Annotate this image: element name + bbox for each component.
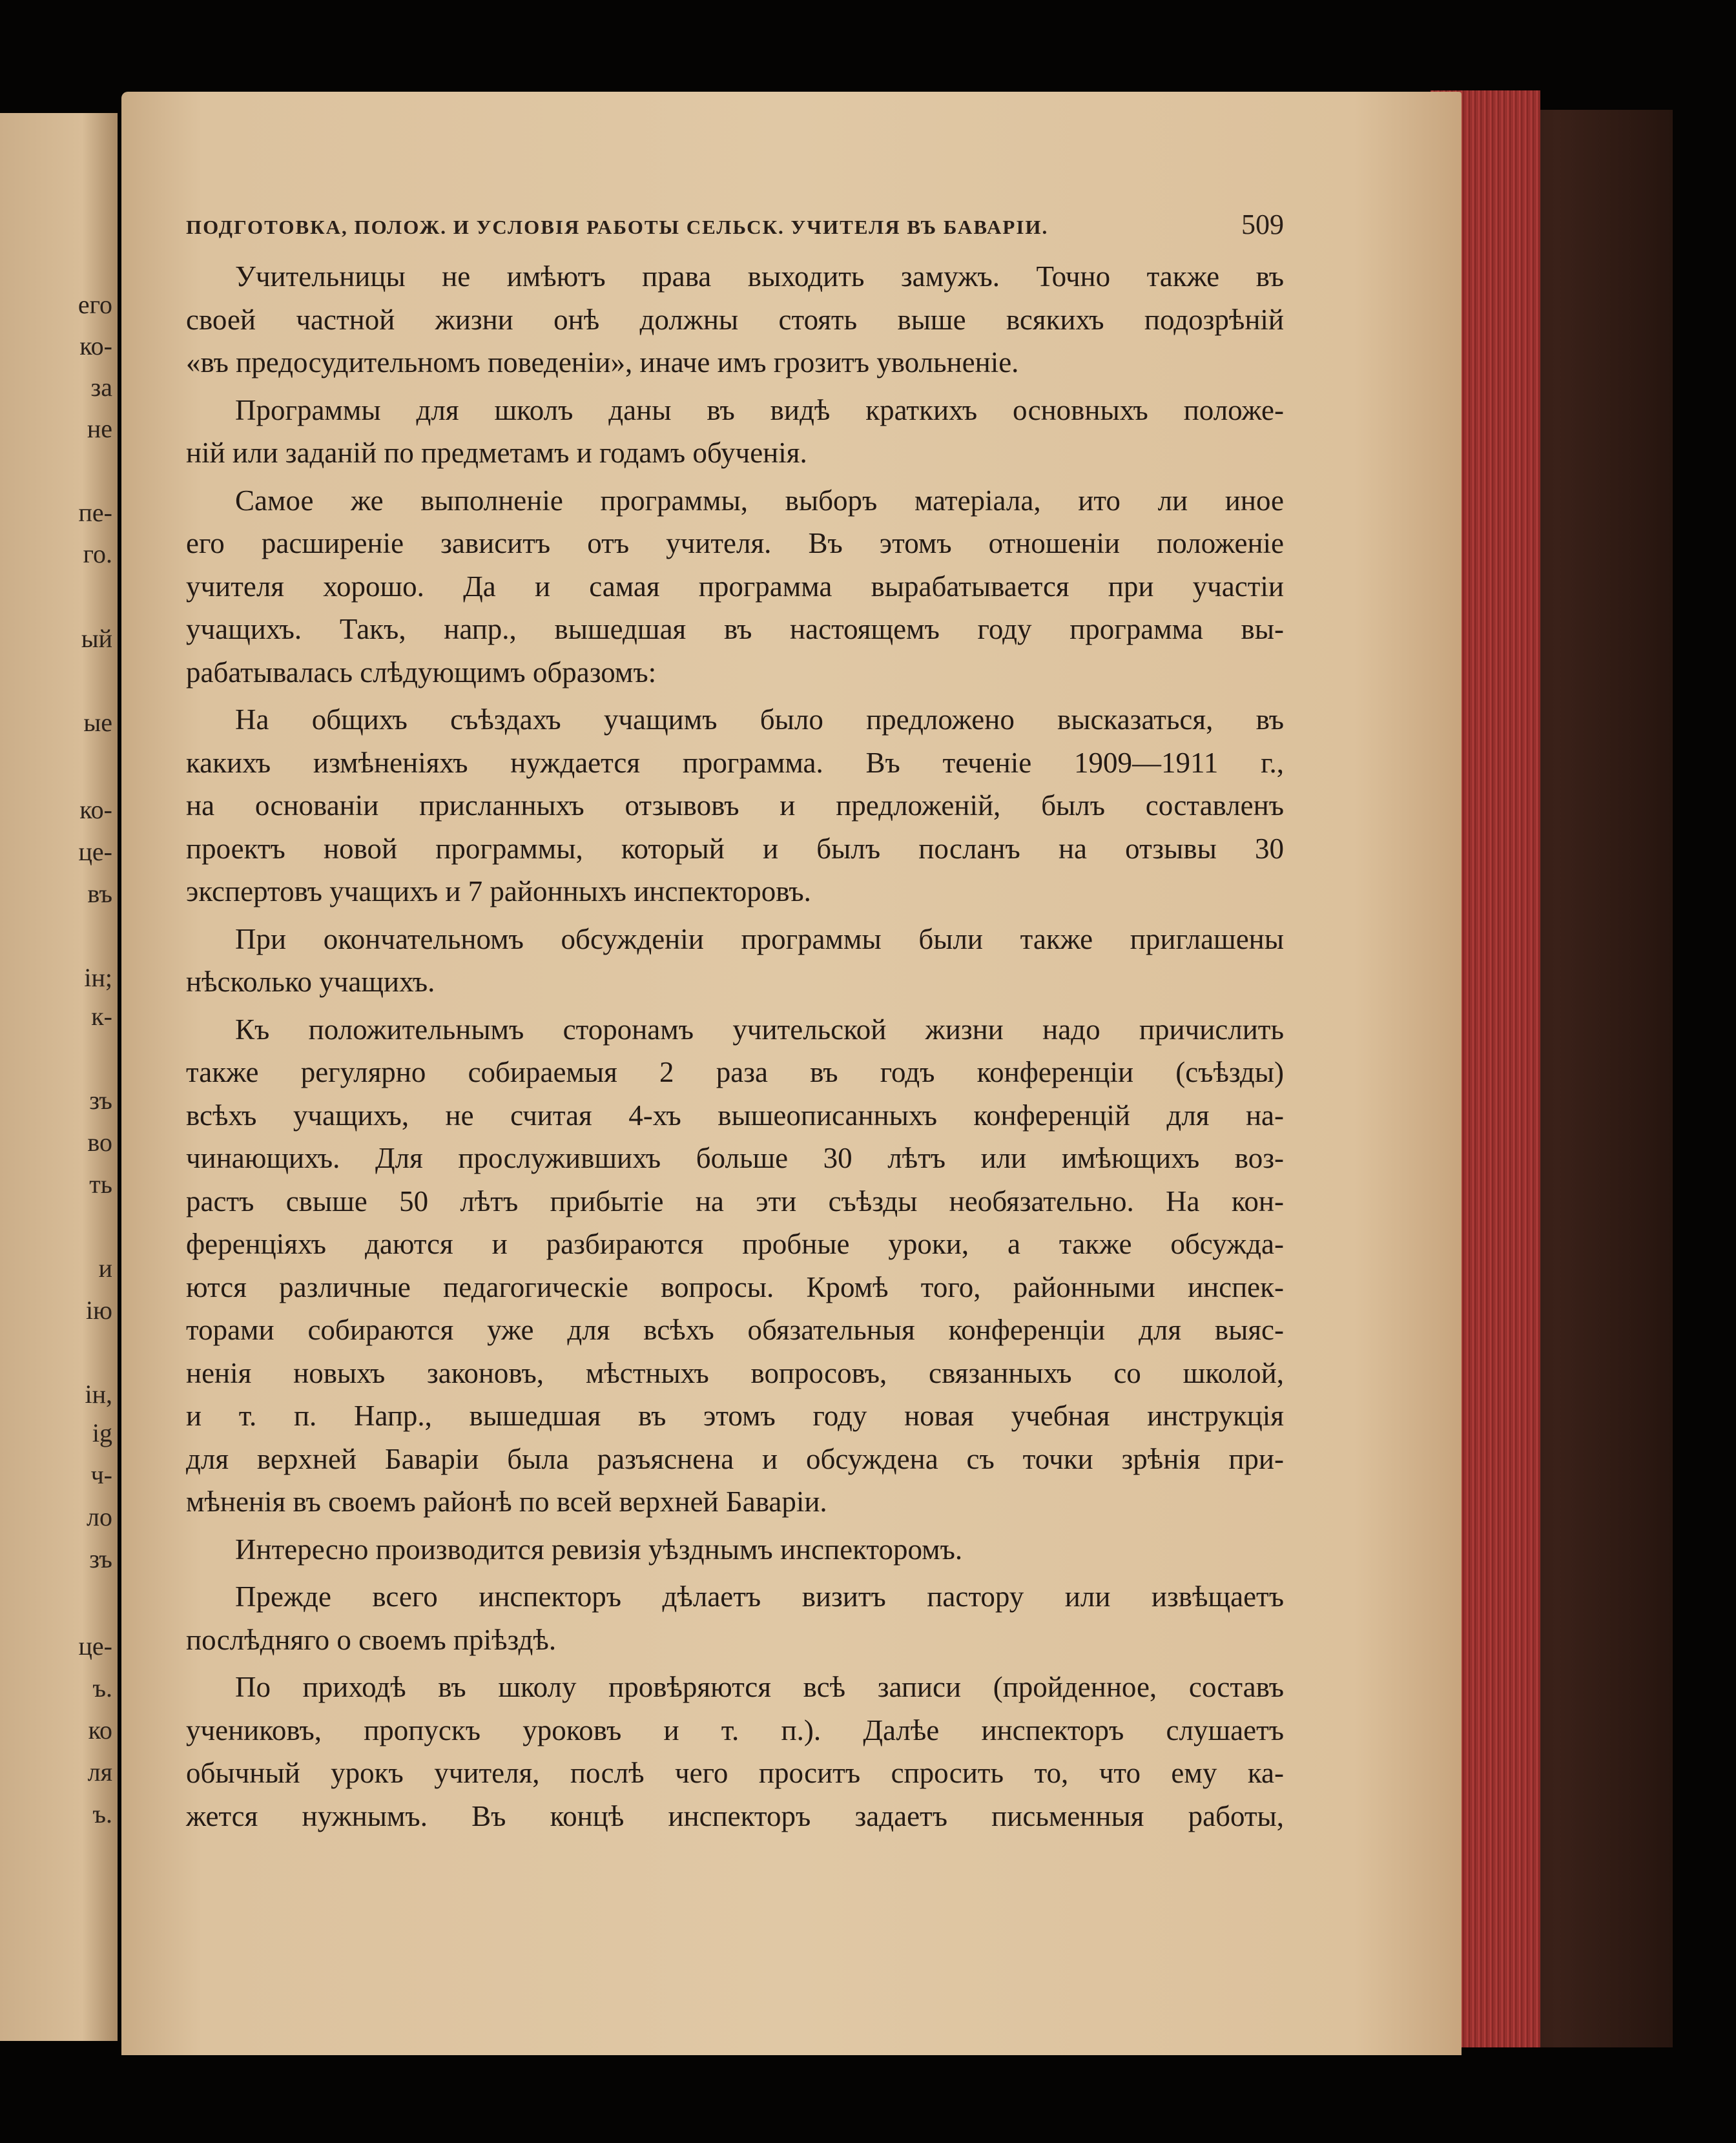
facing-page-fragment: зъ [89, 1544, 112, 1573]
paragraph [186, 698, 1284, 913]
body-text [186, 255, 1284, 1838]
facing-page [0, 113, 118, 2041]
text-line: нѣсколько учащихъ. [186, 966, 435, 998]
facing-page-fragment: во [87, 1128, 112, 1157]
facing-page-fragment: це- [78, 1631, 112, 1661]
text-line: мѣненія въ своемъ районѣ по всей верхней Баваріи. [186, 1486, 827, 1518]
text-line: учащихъ. Такъ, напр., вышедшая въ настоящемъ году программа вы- [186, 613, 1284, 645]
facing-page-fragment: к- [91, 1002, 112, 1031]
text-line: Программы для школъ даны въ видѣ краткихъ основныхъ положе- [235, 393, 1284, 426]
facing-page-fragment: ые [83, 708, 112, 737]
text-line: торами собираются уже для всѣхъ обязательныя конференціи для выяс- [186, 1314, 1284, 1346]
facing-page-fragment: ін; [84, 963, 112, 992]
text-line: растъ свыше 50 лѣтъ прибытіе на эти съѣзды необязательно. На кон- [186, 1185, 1284, 1217]
text-line: Къ положительнымъ сторонамъ учительской жизни надо причислить [235, 1013, 1284, 1046]
page-content [186, 208, 1284, 1842]
text-line: чинающихъ. Для прослужившихъ больше 30 лѣтъ или имѣющихъ воз- [186, 1142, 1284, 1174]
text-line: экспертовъ учащихъ и 7 районныхъ инспекторовъ. [186, 875, 811, 907]
facing-page-fragment: ко- [79, 331, 112, 360]
text-line: Интересно производится ревизія уѣзднымъ инспекторомъ. [235, 1533, 963, 1566]
facing-page-fragment: его [78, 290, 112, 319]
text-line: «въ предосудительномъ поведеніи», иначе имъ грозитъ увольненіе. [186, 346, 1019, 378]
text-line: Прежде всего инспекторъ дѣлаетъ визитъ пастору или извѣщаетъ [235, 1580, 1284, 1613]
facing-page-fragment: ін, [85, 1380, 112, 1409]
facing-page-fragment: ig [92, 1418, 112, 1447]
facing-page-fragment: це- [78, 837, 112, 866]
paragraph [186, 389, 1284, 475]
text-line: послѣдняго о своемъ пріѣздѣ. [186, 1623, 557, 1656]
facing-page-fragment: ый [81, 624, 112, 653]
text-line: На общихъ съѣздахъ учащимъ было предложено высказаться, въ [235, 703, 1284, 736]
text-line: какихъ измѣненіяхъ нуждается программа. Въ теченіе 1909—1911 г., [186, 746, 1284, 779]
text-line: Учительницы не имѣютъ права выходить замужъ. Точно также въ [235, 260, 1284, 293]
text-line: своей частной жизни онѣ должны стоять выше всякихъ подозрѣній [186, 303, 1284, 336]
facing-page-fragment: зъ [89, 1086, 112, 1115]
text-line: ній или заданій по предметамъ и годамъ обученія. [186, 437, 807, 469]
text-line: Самое же выполненіе программы, выборъ матеріала, ито ли иное [235, 484, 1284, 517]
paragraph [186, 1666, 1284, 1838]
text-line: ненія новыхъ законовъ, мѣстныхъ вопросовъ, связанныхъ со школой, [186, 1356, 1284, 1389]
text-line: жется нужнымъ. Въ концѣ инспекторъ задаетъ письменныя работы, [186, 1799, 1284, 1832]
text-line: При окончательномъ обсужденіи программы были также приглашены [235, 922, 1284, 955]
book-page [121, 92, 1462, 2055]
facing-page-fragment: ч- [90, 1460, 112, 1489]
facing-page-fragment: ко- [79, 795, 112, 824]
running-title: ПОДГОТОВКА, ПОЛОЖ. И УСЛОВІЯ РАБОТЫ СЕЛЬСК. УЧИТЕЛЯ ВЪ БАВАРІИ. [186, 216, 1049, 238]
facing-page-fragment: не [87, 414, 112, 443]
facing-page-fragment: ію [86, 1296, 112, 1325]
paragraph [186, 255, 1284, 384]
text-line: учителя хорошо. Да и самая программа вырабатывается при участіи [186, 570, 1284, 603]
text-line: также регулярно собираемыя 2 раза въ годъ конференціи (съѣзды) [186, 1056, 1284, 1088]
facing-page-fragment: и [98, 1254, 112, 1283]
running-head [186, 208, 1284, 241]
text-line: По приходѣ въ школу провѣряются всѣ записи (пройденное, составъ [235, 1671, 1284, 1703]
text-line: для верхней Баваріи была разъяснена и обсуждена съ точки зрѣнія при- [186, 1442, 1284, 1475]
text-line: ются различные педагогическіе вопросы. Кромѣ того, районными инспек- [186, 1270, 1284, 1303]
paragraph [186, 918, 1284, 1004]
paragraph [186, 479, 1284, 694]
facing-page-fragment: за [90, 373, 112, 402]
facing-page-fragment: пе- [78, 498, 112, 527]
paragraph [186, 1528, 1284, 1571]
text-line: учениковъ, пропускъ уроковъ и т. п.). Далѣе инспекторъ слушаетъ [186, 1713, 1284, 1746]
text-line: его расширеніе зависитъ отъ учителя. Въ этомъ отношеніи положеніе [186, 527, 1284, 559]
text-line: проектъ новой программы, который и былъ посланъ на отзывы 30 [186, 832, 1284, 865]
facing-page-fragment: ть [89, 1170, 112, 1199]
facing-page-fragment: ъ. [92, 1799, 112, 1828]
text-line: на основаніи присланныхъ отзывовъ и предложеній, былъ составленъ [186, 789, 1284, 822]
facing-page-fragment: ло [87, 1502, 112, 1531]
text-line: ференціяхъ даются и разбираются пробные уроки, а также обсужда- [186, 1228, 1284, 1260]
facing-page-fragment: ъ. [92, 1673, 112, 1703]
paragraph [186, 1575, 1284, 1661]
facing-page-fragment: го. [83, 539, 112, 568]
paragraph [186, 1008, 1284, 1524]
facing-page-fragment: въ [87, 879, 112, 908]
facing-page-fragment: ля [87, 1757, 112, 1786]
text-line: всѣхъ учащихъ, не считая 4-хъ вышеописанныхъ конференцій для на- [186, 1099, 1284, 1132]
page-number: 509 [1241, 209, 1284, 240]
text-line: и т. п. Напр., вышедшая въ этомъ году новая учебная инструкція [186, 1400, 1284, 1432]
text-line: рабатывалась слѣдующимъ образомъ: [186, 656, 657, 688]
text-line: обычный урокъ учителя, послѣ чего проситъ спросить то, что ему ка- [186, 1757, 1284, 1789]
facing-page-fragment: ко [88, 1715, 112, 1744]
